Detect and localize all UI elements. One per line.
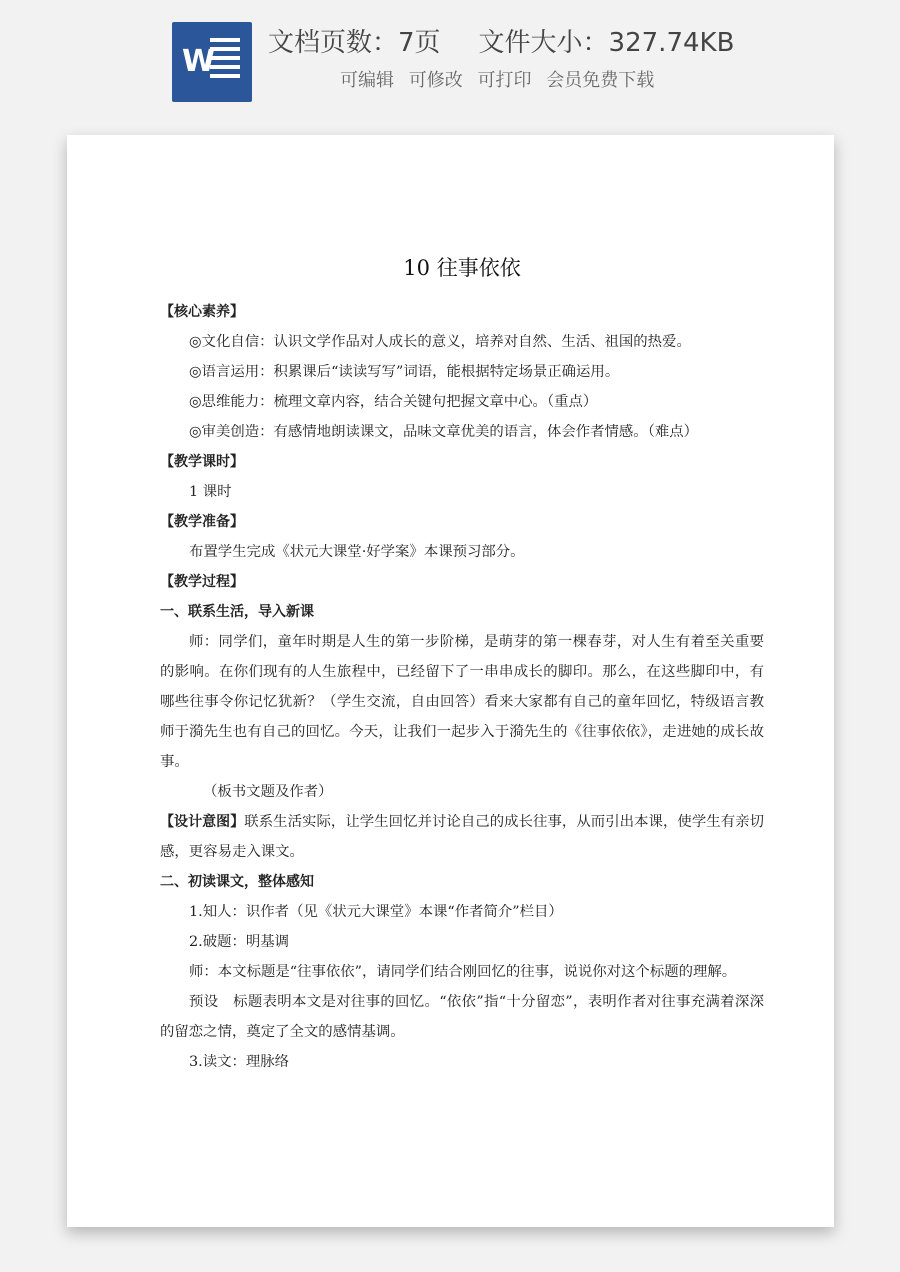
teaching-prep: 布置学生完成《状元大课堂·好学案》本课预习部分。 [189, 544, 525, 560]
word-document-icon [172, 22, 252, 102]
step-1-title: 一、联系生活，导入新课 [160, 604, 314, 620]
section-teaching-hours: 【教学课时】 [160, 454, 244, 470]
document-body [160, 253, 764, 1077]
design-intent-text: 联系生活实际，让学生回忆并讨论自己的成长往事，从而引出本课，使学生有亲切感，更容易走入课文。 [160, 814, 764, 860]
step-2-item: 3.读文：理脉络 [189, 1054, 290, 1070]
file-meta [268, 22, 734, 59]
feature-list [340, 66, 663, 92]
feature-editable: 可编辑 [340, 70, 394, 91]
core-item: ◎审美创造：有感情地朗读课文，品味文章优美的语言，体会作者情感。（难点） [189, 424, 699, 440]
step-1-board-note: （板书文题及作者） [203, 784, 333, 800]
design-intent-label: 【设计意图】 [160, 814, 245, 830]
section-core-literacy: 【核心素养】 [160, 304, 244, 320]
step-1-paragraph: 师：同学们，童年时期是人生的第一步阶梯，是萌芽的第一棵春芽，对人生有着至关重要的影响。在你们现有的人生旅程中，已经留下了一串串成长的脚印。那么，在这些脚印中，有哪些往事令你记忆犹新？（学生交流，自由回答）看来大家都有自己的童年回忆，特级语言教师于漪先生也有自己的回忆。今天，让我们一起步入于漪先生的《往事依依》，走进她的成长故事。 [160, 634, 764, 770]
section-teaching-process: 【教学过程】 [160, 574, 244, 590]
step-2-item: 1.知人：识作者（见《状元大课堂》本课“作者简介”栏目） [189, 904, 563, 920]
step-2-paragraph: 师：本文标题是“往事依依”，请同学们结合刚回忆的往事，说说你对这个标题的理解。 [189, 964, 737, 980]
download-banner [0, 0, 900, 130]
teaching-hours: 1 课时 [189, 484, 232, 500]
core-item: ◎思维能力：梳理文章内容，结合关键句把握文章中心。（重点） [189, 394, 598, 410]
core-item: ◎语言运用：积累课后“读读写写”词语，能根据特定场景正确运用。 [189, 364, 620, 380]
page-count: 文档页数：7页 [268, 28, 441, 58]
document-title: 10 往事依依 [403, 256, 521, 280]
step-2-preset: 预设 标题表明本文是对往事的回忆。“依依”指“十分留恋”，表明作者对往事充满着深深的留恋之情，奠定了全文的感情基调。 [160, 994, 764, 1040]
file-size: 文件大小：327.74KB [478, 28, 735, 58]
core-item: ◎文化自信：认识文学作品对人成长的意义，培养对自然、生活、祖国的热爱。 [189, 334, 691, 350]
word-logo-letter: W [182, 44, 216, 79]
feature-modifiable: 可修改 [408, 70, 463, 91]
step-2-title: 二、初读课文，整体感知 [160, 874, 314, 890]
section-teaching-prep: 【教学准备】 [160, 514, 244, 530]
feature-printable: 可打印 [477, 70, 532, 91]
document-page [67, 135, 834, 1227]
step-2-item: 2.破题：明基调 [189, 934, 290, 950]
design-intent [160, 807, 764, 867]
feature-free-download: 会员免费下载 [546, 70, 655, 91]
